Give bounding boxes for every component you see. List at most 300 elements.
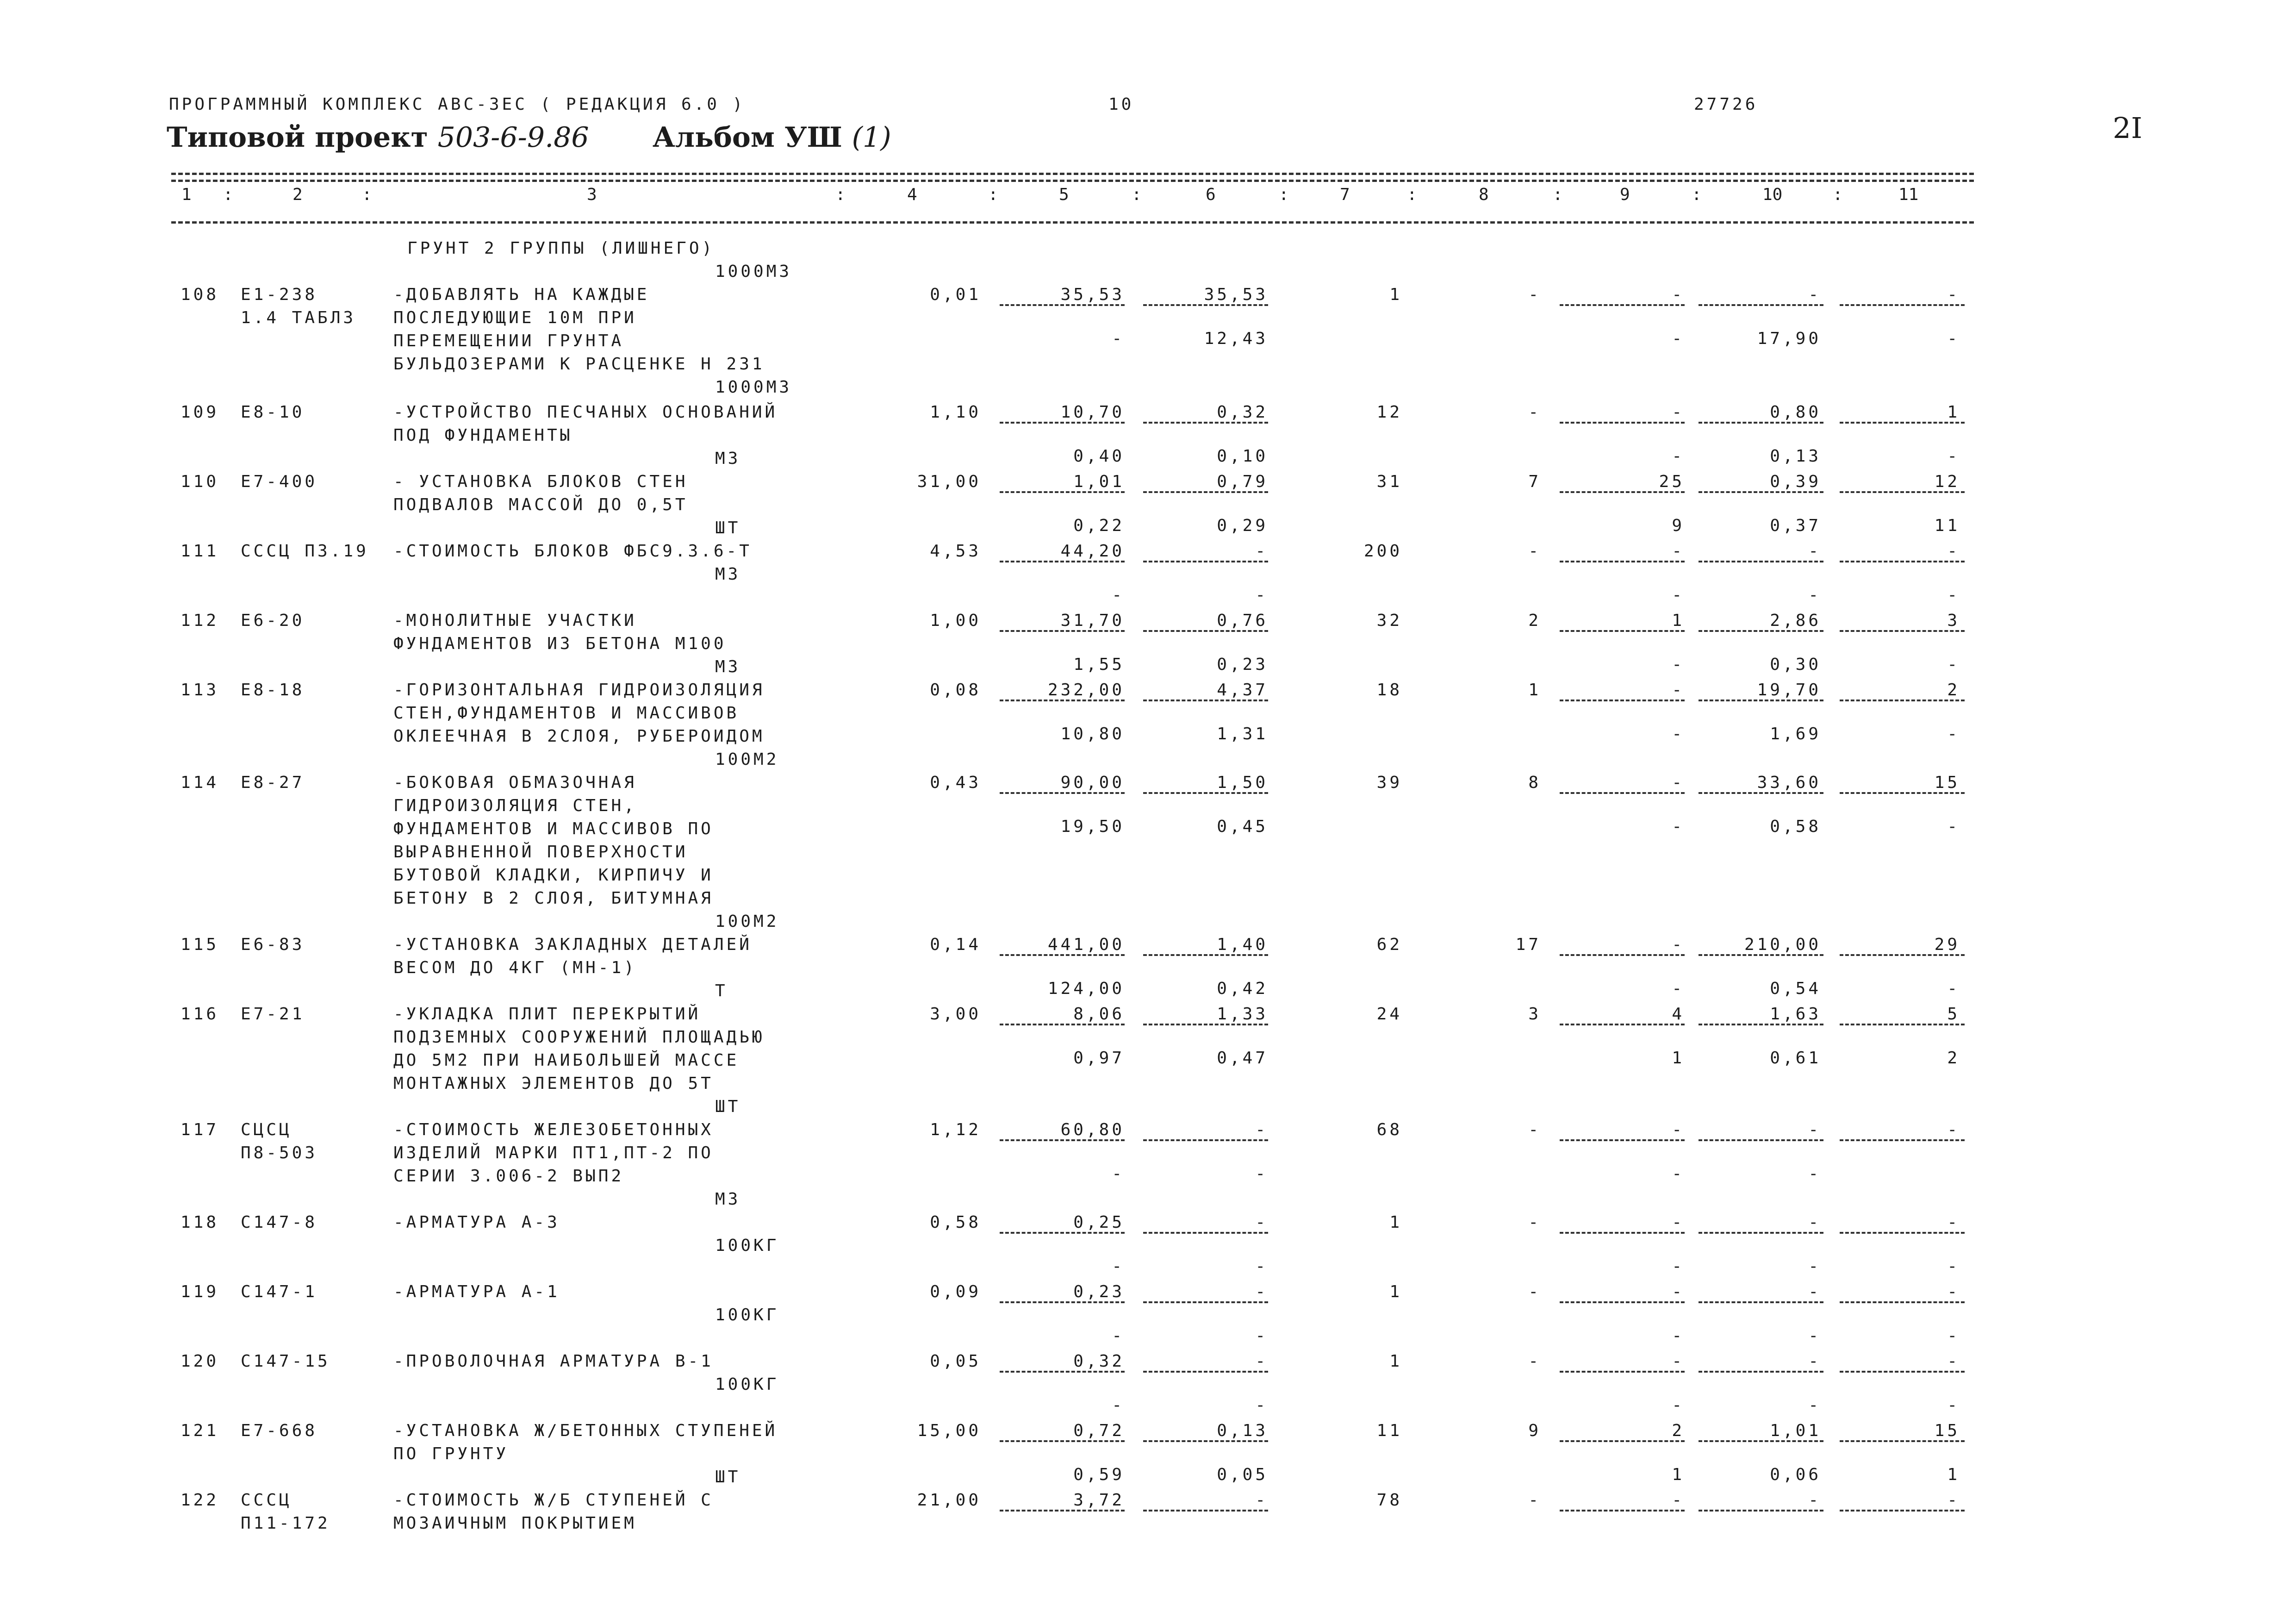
- wages-total: -: [1528, 1491, 1541, 1510]
- price-code: С147-15: [241, 1352, 330, 1371]
- price-code: Е8-10: [241, 403, 305, 422]
- value-separator: [1560, 954, 1685, 956]
- value-separator: [1143, 491, 1268, 493]
- value-separator: [1840, 561, 1965, 562]
- wages-total: -: [1528, 1282, 1541, 1301]
- machine-cost-total: 25: [1659, 472, 1685, 491]
- labour-per-unit: -: [1808, 542, 1821, 561]
- col-9: 9: [1620, 185, 1630, 204]
- col-4: 4: [907, 185, 917, 204]
- value-separator: [1000, 304, 1125, 306]
- wages-total: 8: [1528, 773, 1541, 792]
- value-separator: [1699, 491, 1823, 493]
- album-label-text: Альбом УШ: [653, 121, 842, 154]
- top-rule-2: [171, 180, 1974, 182]
- labour-total: 3: [1947, 611, 1960, 630]
- machine-wages-total: 9: [1672, 516, 1685, 535]
- price-code: С147-8: [241, 1213, 318, 1232]
- document-number: 27726: [1694, 95, 1758, 114]
- machine-wages-total: -: [1672, 447, 1685, 466]
- value-separator: [1560, 1301, 1685, 1303]
- total-cost: 1: [1389, 1282, 1402, 1301]
- col-sep: :: [988, 185, 998, 204]
- quantity: 1,00: [930, 611, 981, 630]
- col-sep: :: [1553, 185, 1563, 204]
- labour-total: -: [1947, 1352, 1960, 1371]
- machine-wages-total: -: [1672, 1257, 1685, 1276]
- value-separator: [1699, 1510, 1823, 1512]
- labour-per-unit: 2,86: [1770, 611, 1821, 630]
- value-separator: [1840, 630, 1965, 632]
- machine-labour-per-unit: 0,37: [1770, 516, 1821, 535]
- value-separator: [1699, 304, 1823, 306]
- work-description-line: -УСТРОЙСТВО ПЕСЧАНЫХ ОСНОВАНИЙ: [393, 403, 778, 422]
- machine-cost-total: -: [1672, 773, 1685, 792]
- work-description-line: ПО ГРУНТУ: [393, 1444, 509, 1463]
- total-cost: 31: [1376, 472, 1402, 491]
- quantity: 21,00: [917, 1491, 981, 1510]
- price-code: Е1-238: [241, 285, 318, 304]
- value-separator: [1699, 1024, 1823, 1025]
- unit-of-measure: 100КГ: [715, 1375, 779, 1394]
- value-separator: [1840, 1510, 1965, 1512]
- machine-labour-total: 2: [1947, 1049, 1960, 1068]
- labour-total: -: [1947, 1213, 1960, 1232]
- labour-total: 2: [1947, 681, 1960, 700]
- value-separator: [1143, 630, 1268, 632]
- unit-cost-machines: 4,37: [1217, 681, 1268, 700]
- machine-labour-per-unit: -: [1808, 1326, 1821, 1345]
- value-separator: [1560, 1139, 1685, 1141]
- machine-labour-total: -: [1947, 979, 1960, 998]
- value-separator: [1000, 1024, 1125, 1025]
- work-description-line: ФУНДАМЕНТОВ ИЗ БЕТОНА М100: [393, 634, 727, 653]
- quantity: 0,08: [930, 681, 981, 700]
- value-separator: [1699, 422, 1823, 424]
- labour-total: -: [1947, 1120, 1960, 1139]
- machine-labour-total: 1: [1947, 1465, 1960, 1484]
- work-description-line: -СТОИМОСТЬ Ж/Б СТУПЕНЕЙ С: [393, 1491, 714, 1510]
- machine-cost-total: 4: [1672, 1005, 1685, 1024]
- machine-wages-total: -: [1672, 725, 1685, 743]
- value-separator: [1840, 792, 1965, 794]
- machine-wages-per-unit: 12,43: [1204, 329, 1268, 348]
- wages-per-unit: 124,00: [1047, 979, 1125, 998]
- header-bottom-rule: [171, 221, 1974, 224]
- machine-wages-total: 1: [1672, 1465, 1685, 1484]
- row-number: 108: [180, 285, 219, 304]
- total-cost: 32: [1376, 611, 1402, 630]
- project-number: 503-6-9.86: [437, 121, 589, 154]
- labour-per-unit: -: [1808, 1213, 1821, 1232]
- price-code: Е8-18: [241, 681, 305, 700]
- work-description-line: -ДОБАВЛЯТЬ НА КАЖДЫЕ: [393, 285, 650, 304]
- value-separator: [1699, 1139, 1823, 1141]
- work-description-line: ПОДЗЕМНЫХ СООРУЖЕНИЙ ПЛОЩАДЬЮ: [393, 1028, 765, 1047]
- labour-total: -: [1947, 285, 1960, 304]
- row-number: 116: [180, 1005, 219, 1024]
- work-description-line: -СТОИМОСТЬ ЖЕЛЕЗОБЕТОННЫХ: [393, 1120, 714, 1139]
- value-separator: [1143, 1371, 1268, 1373]
- wages-total: -: [1528, 403, 1541, 422]
- unit-cost-machines: -: [1255, 1120, 1268, 1139]
- machine-labour-total: 11: [1934, 516, 1960, 535]
- value-separator: [1560, 1510, 1685, 1512]
- labour-per-unit: 0,80: [1770, 403, 1821, 422]
- machine-labour-per-unit: 0,58: [1770, 817, 1821, 836]
- labour-total: 1: [1947, 403, 1960, 422]
- price-code: Е7-668: [241, 1421, 318, 1440]
- machine-cost-total: -: [1672, 1352, 1685, 1371]
- machine-cost-total: -: [1672, 1120, 1685, 1139]
- value-separator: [1000, 561, 1125, 562]
- row-number: 115: [180, 935, 219, 954]
- quantity: 1,10: [930, 403, 981, 422]
- machine-wages-per-unit: 0,47: [1217, 1049, 1268, 1068]
- machine-wages-per-unit: -: [1255, 1326, 1268, 1345]
- labour-per-unit: -: [1808, 1282, 1821, 1301]
- machine-wages-per-unit: 0,42: [1217, 979, 1268, 998]
- value-separator: [1143, 304, 1268, 306]
- machine-wages-per-unit: 1,31: [1217, 725, 1268, 743]
- unit-cost-machines: 1,33: [1217, 1005, 1268, 1024]
- machine-wages-per-unit: 0,45: [1217, 817, 1268, 836]
- wages-per-unit: -: [1112, 1257, 1125, 1276]
- work-description-line: -УСТАНОВКА Ж/БЕТОННЫХ СТУПЕНЕЙ: [393, 1421, 778, 1440]
- labour-total: -: [1947, 1491, 1960, 1510]
- wages-per-unit: 10,80: [1060, 725, 1125, 743]
- total-cost: 62: [1376, 935, 1402, 954]
- row-number: 114: [180, 773, 219, 792]
- value-separator: [1560, 1024, 1685, 1025]
- col-sep: :: [223, 185, 233, 204]
- value-separator: [1143, 1232, 1268, 1234]
- row-number: 119: [180, 1282, 219, 1301]
- work-description-line: - УСТАНОВКА БЛОКОВ СТЕН: [393, 472, 688, 491]
- machine-wages-per-unit: 0,05: [1217, 1465, 1268, 1484]
- value-separator: [1143, 422, 1268, 424]
- machine-labour-total: -: [1947, 447, 1960, 466]
- machine-wages-per-unit: -: [1255, 1164, 1268, 1183]
- work-description-line: СТЕН,ФУНДАМЕНТОВ И МАССИВОВ: [393, 704, 740, 723]
- value-separator: [1143, 1301, 1268, 1303]
- row-number: 112: [180, 611, 219, 630]
- unit-cost-machines: -: [1255, 1352, 1268, 1371]
- total-cost: 1: [1389, 1213, 1402, 1232]
- work-description-line: -ПРОВОЛОЧНАЯ АРМАТУРА В-1: [393, 1352, 714, 1371]
- section-unit-text: 1000М3: [715, 262, 792, 281]
- col-sep: :: [1692, 185, 1702, 204]
- col-sep: :: [1833, 185, 1843, 204]
- total-cost: 78: [1376, 1491, 1402, 1510]
- col-2: 2: [292, 185, 303, 204]
- labour-total: -: [1947, 542, 1960, 561]
- machine-wages-per-unit: -: [1255, 586, 1268, 605]
- machine-wages-per-unit: -: [1255, 1396, 1268, 1415]
- machine-cost-total: -: [1672, 1491, 1685, 1510]
- work-description-line: -БОКОВАЯ ОБМАЗОЧНАЯ: [393, 773, 637, 792]
- unit-cost-machines: -: [1255, 1213, 1268, 1232]
- work-description-line: МОЗАИЧНЫМ ПОКРЫТИЕМ: [393, 1514, 637, 1533]
- unit-of-measure: Т: [715, 981, 728, 1000]
- work-description-line: ВЫРАВНЕННОЙ ПОВЕРХНОСТИ: [393, 843, 688, 862]
- unit-cost-total: 0,23: [1073, 1282, 1125, 1301]
- machine-wages-total: 1: [1672, 1049, 1685, 1068]
- total-cost: 11: [1376, 1421, 1402, 1440]
- machine-wages-total: -: [1672, 655, 1685, 674]
- unit-cost-total: 90,00: [1060, 773, 1125, 792]
- wages-total: -: [1528, 542, 1541, 561]
- unit-cost-total: 1,01: [1073, 472, 1125, 491]
- unit-cost-machines: 35,53: [1204, 285, 1268, 304]
- value-separator: [1143, 1024, 1268, 1025]
- unit-of-measure: М3: [715, 657, 741, 676]
- work-description-line: -МОНОЛИТНЫЕ УЧАСТКИ: [393, 611, 637, 630]
- work-description-line: БЕТОНУ В 2 СЛОЯ, БИТУМНАЯ: [393, 889, 714, 908]
- machine-labour-per-unit: -: [1808, 1164, 1821, 1183]
- value-separator: [1000, 1232, 1125, 1234]
- wages-total: -: [1528, 1213, 1541, 1232]
- col-11: 11: [1898, 185, 1919, 204]
- machine-labour-total: -: [1947, 586, 1960, 605]
- wages-total: -: [1528, 285, 1541, 304]
- unit-cost-machines: 0,76: [1217, 611, 1268, 630]
- quantity: 31,00: [917, 472, 981, 491]
- unit-cost-machines: 0,13: [1217, 1421, 1268, 1440]
- machine-labour-per-unit: 0,06: [1770, 1465, 1821, 1484]
- unit-of-measure: 100М2: [715, 912, 779, 931]
- col-sep: :: [362, 185, 372, 204]
- price-code-continuation: 1.4 ТАБЛ3: [241, 308, 356, 327]
- value-separator: [1840, 1232, 1965, 1234]
- value-separator: [1000, 630, 1125, 632]
- price-code: СЦСЦ: [241, 1120, 292, 1139]
- machine-wages-total: -: [1672, 329, 1685, 348]
- work-description-line: ПОСЛЕДУЮЩИЕ 10М ПРИ: [393, 308, 637, 327]
- wages-per-unit: 19,50: [1060, 817, 1125, 836]
- unit-cost-total: 0,32: [1073, 1352, 1125, 1371]
- total-cost: 1: [1389, 285, 1402, 304]
- value-separator: [1143, 561, 1268, 562]
- unit-cost-total: 44,20: [1060, 542, 1125, 561]
- col-sep: :: [1279, 185, 1289, 204]
- program-header: ПРОГРАММНЫЙ КОМПЛЕКС АВС-3ЕС ( РЕДАКЦИЯ 6.0 ): [169, 95, 746, 114]
- unit-of-measure: М3: [715, 1190, 741, 1209]
- value-separator: [1000, 792, 1125, 794]
- value-separator: [1000, 1440, 1125, 1442]
- labour-per-unit: 0,39: [1770, 472, 1821, 491]
- machine-labour-total: -: [1947, 817, 1960, 836]
- machine-wages-per-unit: 0,29: [1217, 516, 1268, 535]
- value-separator: [1699, 954, 1823, 956]
- value-separator: [1840, 304, 1965, 306]
- machine-labour-total: -: [1947, 329, 1960, 348]
- value-separator: [1560, 561, 1685, 562]
- quantity: 15,00: [917, 1421, 981, 1440]
- wages-total: -: [1528, 1120, 1541, 1139]
- work-description-line: -УКЛАДКА ПЛИТ ПЕРЕКРЫТИЙ: [393, 1005, 701, 1024]
- work-description-line: ПОДВАЛОВ МАССОЙ ДО 0,5Т: [393, 495, 688, 514]
- value-separator: [1840, 1440, 1965, 1442]
- value-separator: [1000, 700, 1125, 701]
- row-number: 120: [180, 1352, 219, 1371]
- value-separator: [1560, 792, 1685, 794]
- price-code: СССЦ: [241, 1491, 292, 1510]
- wages-per-unit: 0,22: [1073, 516, 1125, 535]
- row-number: 117: [180, 1120, 219, 1139]
- labour-total: -: [1947, 1282, 1960, 1301]
- work-description-line: СЕРИИ 3.006-2 ВЫП2: [393, 1167, 624, 1186]
- machine-cost-total: -: [1672, 681, 1685, 700]
- value-separator: [1560, 304, 1685, 306]
- unit-of-measure: М3: [715, 449, 741, 468]
- total-cost: 1: [1389, 1352, 1402, 1371]
- unit-cost-total: 31,70: [1060, 611, 1125, 630]
- machine-labour-per-unit: -: [1808, 1396, 1821, 1415]
- labour-per-unit: 210,00: [1744, 935, 1821, 954]
- wages-per-unit: -: [1112, 1396, 1125, 1415]
- total-cost: 200: [1363, 542, 1402, 561]
- wages-per-unit: 0,97: [1073, 1049, 1125, 1068]
- col-8: 8: [1479, 185, 1489, 204]
- price-code: Е8-27: [241, 773, 305, 792]
- labour-total: 5: [1947, 1005, 1960, 1024]
- column-number-row: [171, 185, 1974, 208]
- work-description-line: -АРМАТУРА А-3: [393, 1213, 560, 1232]
- machine-labour-per-unit: 17,90: [1757, 329, 1821, 348]
- machine-labour-total: -: [1947, 1257, 1960, 1276]
- value-separator: [1560, 1371, 1685, 1373]
- machine-wages-total: -: [1672, 817, 1685, 836]
- wages-total: 2: [1528, 611, 1541, 630]
- unit-of-measure: 100КГ: [715, 1305, 779, 1324]
- value-separator: [1000, 954, 1125, 956]
- col-5: 5: [1059, 185, 1069, 204]
- wages-total: 9: [1528, 1421, 1541, 1440]
- wages-per-unit: 0,40: [1073, 447, 1125, 466]
- work-description-line: ПОД ФУНДАМЕНТЫ: [393, 426, 573, 445]
- machine-labour-per-unit: 1,69: [1770, 725, 1821, 743]
- value-separator: [1840, 422, 1965, 424]
- value-separator: [1560, 700, 1685, 701]
- wages-total: 3: [1528, 1005, 1541, 1024]
- value-separator: [1000, 1301, 1125, 1303]
- quantity: 0,01: [930, 285, 981, 304]
- value-separator: [1840, 1301, 1965, 1303]
- value-separator: [1699, 792, 1823, 794]
- machine-wages-total: -: [1672, 1164, 1685, 1183]
- machine-wages-total: -: [1672, 586, 1685, 605]
- machine-wages-per-unit: -: [1255, 1257, 1268, 1276]
- work-description-line: БУЛЬДОЗЕРАМИ К РАСЦЕНКЕ Н 231: [393, 355, 765, 374]
- work-description-line: ГИДРОИЗОЛЯЦИЯ СТЕН,: [393, 796, 637, 815]
- page-number: 2I: [2113, 111, 2142, 145]
- work-description-line: ДО 5М2 ПРИ НАИБОЛЬШЕЙ МАССЕ: [393, 1051, 740, 1070]
- col-3: 3: [587, 185, 597, 204]
- machine-cost-total: -: [1672, 542, 1685, 561]
- unit-cost-machines: -: [1255, 1491, 1268, 1510]
- row-number: 113: [180, 681, 219, 700]
- machine-labour-total: -: [1947, 1326, 1960, 1345]
- value-separator: [1699, 561, 1823, 562]
- unit-of-measure: 1000М3: [715, 378, 792, 397]
- work-description-line: -ГОРИЗОНТАЛЬНАЯ ГИДРОИЗОЛЯЦИЯ: [393, 681, 765, 700]
- machine-cost-total: -: [1672, 1213, 1685, 1232]
- wages-total: 1: [1528, 681, 1541, 700]
- work-description-line: ПЕРЕМЕЩЕНИИ ГРУНТА: [393, 331, 624, 350]
- labour-total: 15: [1934, 773, 1960, 792]
- unit-cost-total: 10,70: [1060, 403, 1125, 422]
- wages-total: 7: [1528, 472, 1541, 491]
- work-description-line: ФУНДАМЕНТОВ И МАССИВОВ ПО: [393, 819, 714, 838]
- value-separator: [1699, 1371, 1823, 1373]
- unit-cost-total: 8,06: [1073, 1005, 1125, 1024]
- machine-wages-per-unit: 0,23: [1217, 655, 1268, 674]
- work-description-line: МОНТАЖНЫХ ЭЛЕМЕНТОВ ДО 5Т: [393, 1074, 714, 1093]
- machine-wages-total: -: [1672, 979, 1685, 998]
- col-1: 1: [181, 185, 192, 204]
- price-code-continuation: П11-172: [241, 1514, 330, 1533]
- unit-cost-machines: 0,32: [1217, 403, 1268, 422]
- unit-cost-total: 0,25: [1073, 1213, 1125, 1232]
- value-separator: [1143, 700, 1268, 701]
- machine-cost-total: -: [1672, 935, 1685, 954]
- row-number: 110: [180, 472, 219, 491]
- work-description-line: БУТОВОЙ КЛАДКИ, КИРПИЧУ И: [393, 866, 714, 885]
- labour-per-unit: 1,63: [1770, 1005, 1821, 1024]
- value-separator: [1143, 1510, 1268, 1512]
- top-rule-1: [171, 173, 1974, 175]
- unit-of-measure: 100КГ: [715, 1236, 779, 1255]
- machine-cost-total: -: [1672, 403, 1685, 422]
- wages-per-unit: -: [1112, 1326, 1125, 1345]
- total-cost: 18: [1376, 681, 1402, 700]
- price-code: СССЦ П3.19: [241, 542, 369, 561]
- wages-total: -: [1528, 1352, 1541, 1371]
- value-separator: [1143, 1139, 1268, 1141]
- value-separator: [1840, 954, 1965, 956]
- work-description-line: -УСТАНОВКА ЗАКЛАДНЫХ ДЕТАЛЕЙ: [393, 935, 752, 954]
- unit-of-measure: ШТ: [715, 1097, 741, 1116]
- project-label: [167, 121, 589, 154]
- unit-cost-total: 3,72: [1073, 1491, 1125, 1510]
- value-separator: [1840, 700, 1965, 701]
- wages-per-unit: -: [1112, 329, 1125, 348]
- value-separator: [1560, 491, 1685, 493]
- work-description-line: ИЗДЕЛИЙ МАРКИ ПТ1,ПТ-2 ПО: [393, 1143, 714, 1162]
- value-separator: [1699, 1440, 1823, 1442]
- labour-per-unit: 1,01: [1770, 1421, 1821, 1440]
- wages-per-unit: -: [1112, 586, 1125, 605]
- unit-cost-total: 232,00: [1047, 681, 1125, 700]
- machine-wages-total: -: [1672, 1326, 1685, 1345]
- value-separator: [1699, 1301, 1823, 1303]
- machine-cost-total: -: [1672, 285, 1685, 304]
- machine-labour-total: -: [1947, 725, 1960, 743]
- section-title-text: ГРУНТ 2 ГРУППЫ (ЛИШНЕГО): [407, 239, 715, 258]
- row-number: 121: [180, 1421, 219, 1440]
- value-separator: [1840, 1371, 1965, 1373]
- wages-per-unit: -: [1112, 1164, 1125, 1183]
- labour-per-unit: -: [1808, 1120, 1821, 1139]
- col-6: 6: [1206, 185, 1216, 204]
- wages-per-unit: 0,59: [1073, 1465, 1125, 1484]
- labour-per-unit: 19,70: [1757, 681, 1821, 700]
- col-10: 10: [1762, 185, 1783, 204]
- price-code: Е7-21: [241, 1005, 305, 1024]
- unit-of-measure: ШТ: [715, 518, 741, 537]
- machine-labour-per-unit: 0,13: [1770, 447, 1821, 466]
